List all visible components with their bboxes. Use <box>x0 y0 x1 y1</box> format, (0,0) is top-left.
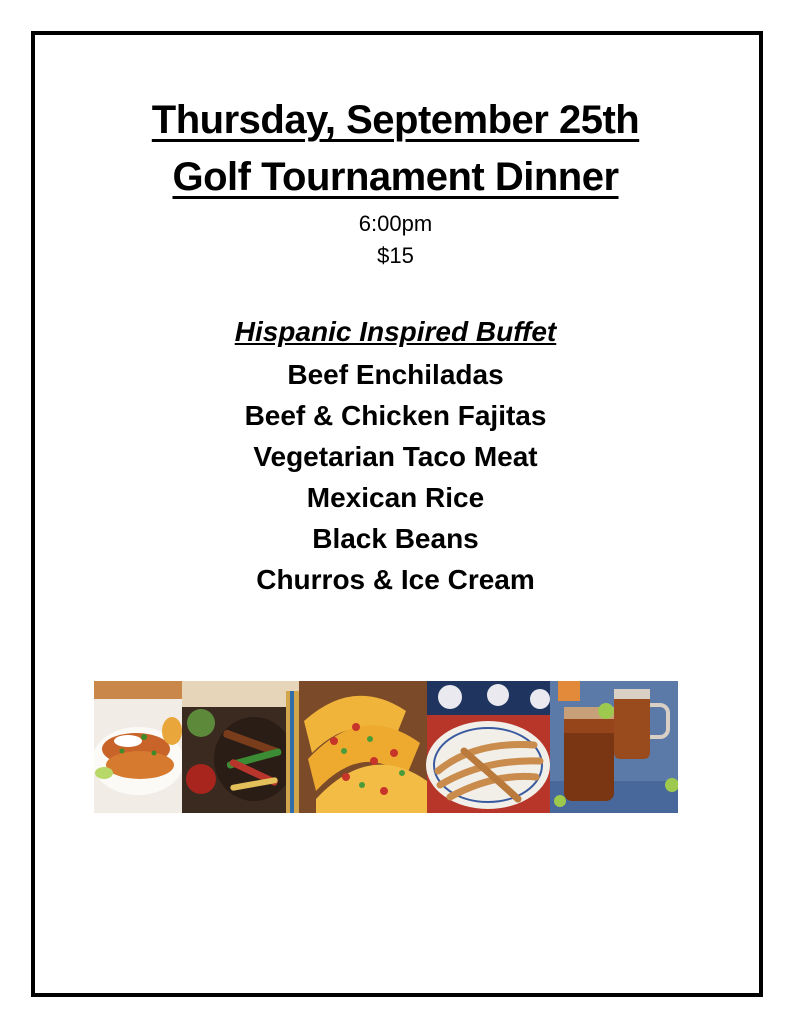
drinks-photo <box>550 681 678 813</box>
menu-heading: Hispanic Inspired Buffet <box>234 316 557 347</box>
menu-item: Black Beans <box>312 523 479 554</box>
event-title: Golf Tournament Dinner <box>172 155 619 199</box>
event-time: 6:00pm <box>358 211 433 236</box>
fajitas-photo <box>182 681 299 813</box>
tacos-photo <box>299 681 427 813</box>
churros-photo <box>426 681 550 813</box>
enchiladas-photo <box>94 681 184 813</box>
menu-item: Vegetarian Taco Meat <box>253 441 538 472</box>
menu-list <box>0 357 791 603</box>
menu-item: Beef Enchiladas <box>287 359 504 390</box>
menu-item: Beef & Chicken Fajitas <box>244 400 547 431</box>
menu-item: Mexican Rice <box>306 482 485 513</box>
event-price: $15 <box>377 243 414 268</box>
date-heading: Thursday, September 25th <box>151 98 640 142</box>
food-photo-strip <box>94 681 678 813</box>
menu-item: Churros & Ice Cream <box>256 564 535 595</box>
